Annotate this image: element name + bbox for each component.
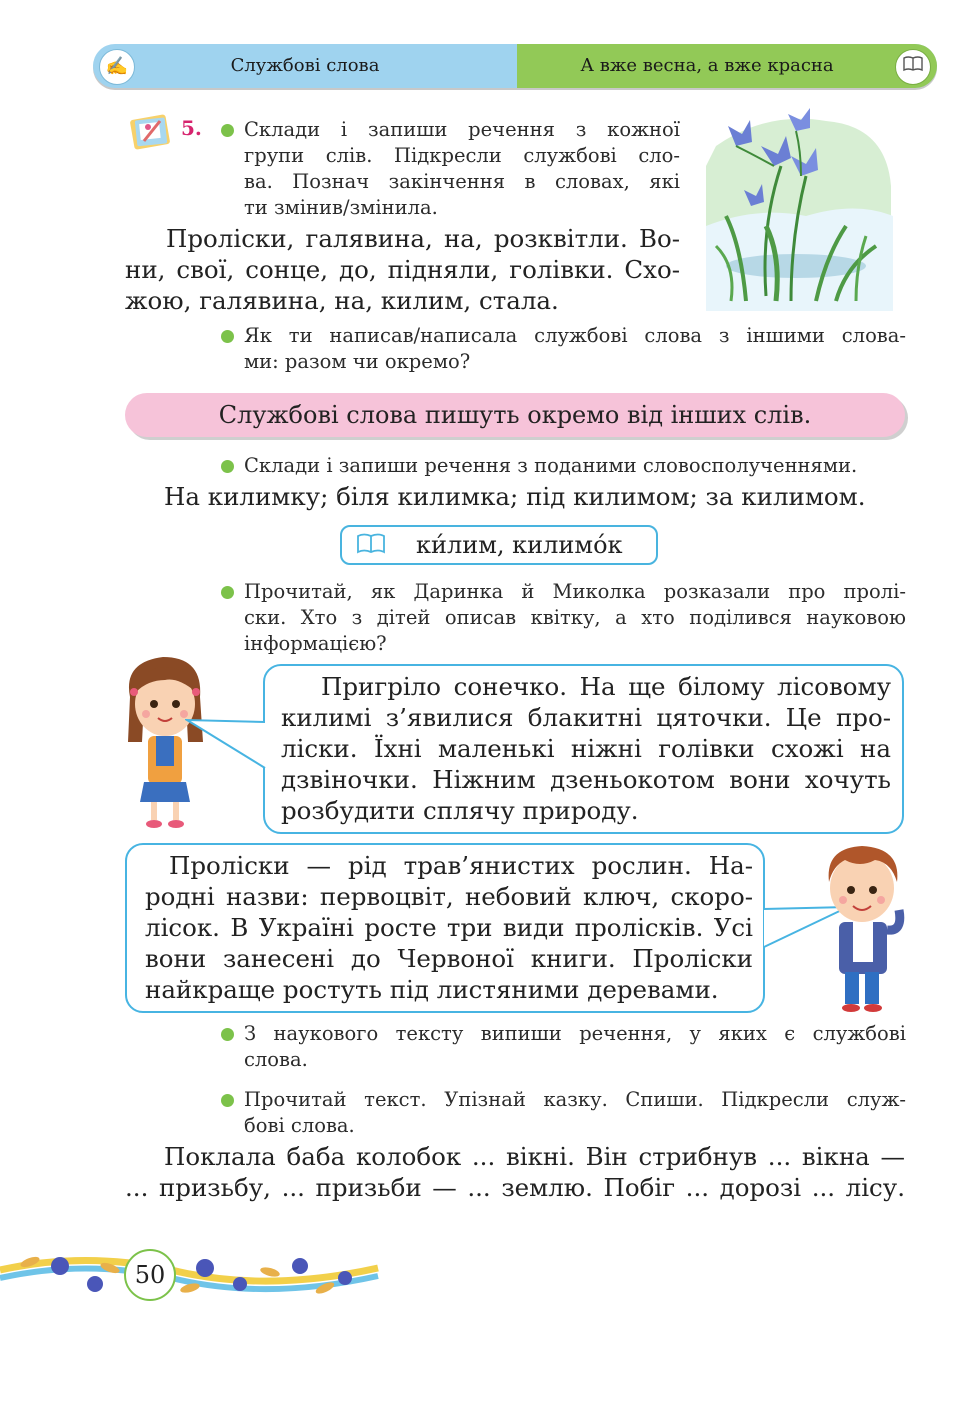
- task5-line: бові слова.: [244, 1114, 355, 1137]
- word-group-line: ни, свої, сонце, до, підняли, голівки. Схо-: [125, 255, 680, 284]
- speech-line: дзвіночки. Ніжним дзеньокотом вони хочуть: [281, 765, 891, 794]
- dictionary-box: [340, 525, 658, 565]
- girl-speech-bubble: [263, 664, 904, 834]
- bullet-dot: [221, 460, 234, 473]
- speech-line: килимі з’явилися блакитні цяточки. Це про-: [281, 703, 891, 732]
- task4-line: З наукового тексту випиши речення, у яких є службові: [244, 1022, 906, 1045]
- bullet-dot: [221, 1094, 234, 1107]
- exercise-number: 5.: [181, 116, 202, 140]
- girl-speech-text: [281, 671, 891, 826]
- speech-line: розбудити сплячу природу.: [281, 796, 639, 825]
- speech-line: вони занесені до Червоної книги. Проліски: [145, 944, 753, 973]
- boy-speech-bubble: [125, 843, 765, 1013]
- question-line: ми: разом чи окремо?: [244, 350, 471, 373]
- task3: [244, 579, 906, 657]
- task5: [244, 1087, 906, 1139]
- speech-line: лісок. В Україні росте три види пролісків. Усі: [145, 913, 753, 942]
- boy-speech-text: [145, 850, 753, 1005]
- pen-icon: ✍: [99, 49, 135, 85]
- writing-exercise-icon: [126, 111, 174, 153]
- page-number: 50: [124, 1249, 176, 1301]
- book-icon: [356, 533, 386, 560]
- speech-line: родні назви: первоцвіт, небовий ключ, скоро-: [145, 882, 753, 911]
- task3-line: інформацією?: [244, 632, 387, 655]
- snowdrop-illustration: [706, 106, 893, 311]
- task4-line: слова.: [244, 1048, 308, 1071]
- task3-line: Прочитай, як Даринка й Миколка розказали про пролі-: [244, 580, 906, 603]
- word-group-line: Проліски, галявина, на, розквітли. Во-: [166, 224, 680, 253]
- task3-line: ски. Хто з дітей описав квітку, а хто поділився науковою: [244, 606, 906, 629]
- bullet-dot: [221, 330, 234, 343]
- word-groups: [125, 223, 680, 316]
- speech-line: Пригріло сонечко. На ще білому лісовому: [321, 672, 891, 701]
- bullet-dot: [221, 1028, 234, 1041]
- chapter-title: А вже весна, а вже красна: [580, 55, 834, 76]
- question-line: Як ти написав/написала службові слова з іншими слова-: [244, 324, 906, 347]
- task-line: ва. Познач закінчення в словах, які: [244, 170, 680, 193]
- bullet-dot: [221, 586, 234, 599]
- book-icon: [895, 49, 931, 85]
- grammar-rule: Службові слова пишуть окремо від інших слів.: [125, 393, 905, 437]
- task-line: ти змінив/змінила.: [244, 196, 438, 219]
- word-group-line: жою, галявина, на, килим, стала.: [125, 286, 559, 315]
- question: [244, 323, 906, 375]
- dictionary-words: ки́лим, килимо́к: [416, 531, 623, 559]
- task-line: групи слів. Підкресли службові сло-: [244, 144, 680, 167]
- section-title: Службові слова: [230, 55, 380, 76]
- story-line: Поклала баба колобок ... вікні. Він стрибнув ... вікна —: [164, 1142, 905, 1171]
- floral-ribbon-decoration: [0, 1240, 380, 1310]
- speech-line: Проліски — рід трав’янистих рослин. На-: [169, 851, 753, 880]
- girl-bubble-pointer: [185, 716, 267, 772]
- fairy-tale-text: [125, 1141, 905, 1203]
- task5-line: Прочитай текст. Упізнай казку. Спиши. Підкресли служ-: [244, 1088, 906, 1111]
- task4: [244, 1021, 906, 1073]
- page-header: [93, 44, 937, 88]
- task2-instruction: Склади і запиши речення з поданими словосполученнями.: [244, 454, 858, 477]
- speech-line: ліски. Їхні маленькі ніжні голівки схожі на: [281, 734, 891, 763]
- task2-phrases: На килимку; біля килимка; під килимом; за килимом.: [164, 482, 866, 511]
- exercise-task: [244, 117, 680, 221]
- story-line: ... призьбу, ... призьби — ... землю. Побіг ... дорозі ... лісу.: [125, 1173, 905, 1202]
- boy-illustration: [815, 840, 915, 1015]
- speech-line: найкраще ростуть під листяними деревами.: [145, 975, 719, 1004]
- bullet-dot: [221, 124, 234, 137]
- task-line: Склади і запиши речення з кожної: [244, 118, 680, 141]
